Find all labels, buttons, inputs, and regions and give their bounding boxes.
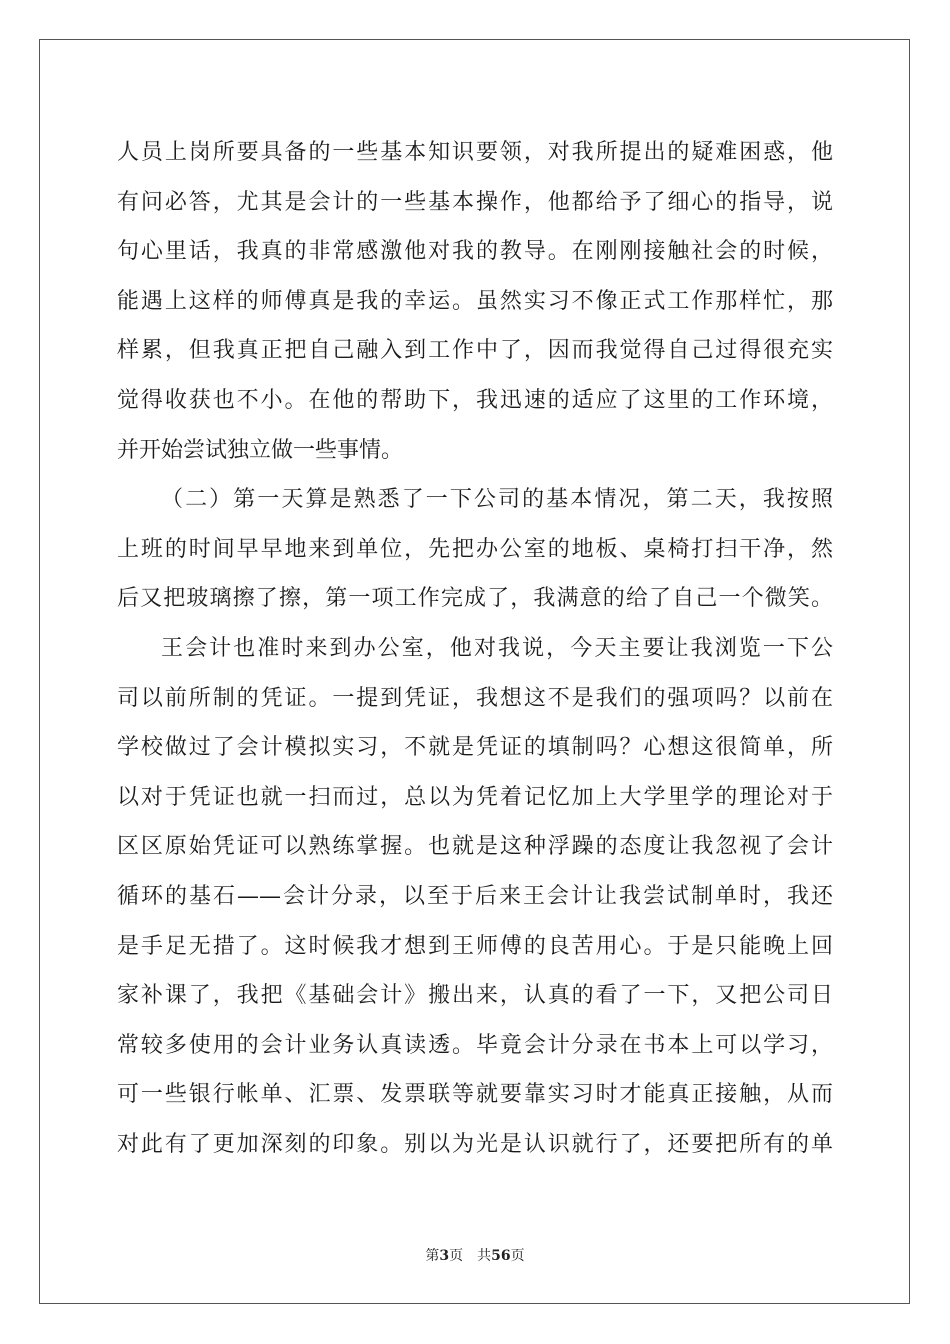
text-line: 人员上岗所要具备的一些基本知识要领，对我所提出的疑难困惑，他 <box>117 140 833 165</box>
text-line: 样累，但我真正把自己融入到工作中了，因而我觉得自己过得很充实 <box>117 338 833 364</box>
text-line: （二）第一天算是熟悉了一下公司的基本情况，第二天，我按照 <box>161 487 833 513</box>
text-line: 有问必答，尤其是会计的一些基本操作，他都给予了细心的指导，说 <box>117 189 833 215</box>
text-line: 家补课了，我把《基础会计》搬出来，认真的看了一下，又把公司日 <box>117 983 833 1009</box>
text-line: 觉得收获也不小。在他的帮助下，我迅速的适应了这里的工作环境， <box>117 387 833 413</box>
text-line: 王会计也准时来到办公室，他对我说，今天主要让我浏览一下公 <box>161 635 833 661</box>
text-line: 上班的时间早早地来到单位，先把办公室的地板、桌椅打扫干净，然 <box>117 536 833 562</box>
text-line: 后又把玻璃擦了擦，第一项工作完成了，我满意的给了自己一个微笑。 <box>117 586 833 612</box>
text-line: 可一些银行帐单、汇票、发票联等就要靠实习时才能真正接触，从而 <box>117 1082 833 1108</box>
text-line: 循环的基石——会计分录，以至于后来王会计让我尝试制单时，我还 <box>117 883 833 909</box>
text-line: 并开始尝试独立做一些事情。 <box>117 437 404 463</box>
page-footer <box>0 1245 950 1265</box>
text-line: 区区原始凭证可以熟练掌握。也就是这种浮躁的态度让我忽视了会计 <box>117 834 833 860</box>
total-pages: 56 <box>491 1248 511 1264</box>
text-line: 对此有了更加深刻的印象。别以为光是认识就行了，还要把所有的单 <box>117 1131 833 1157</box>
text-line: 句心里话，我真的非常感激他对我的教导。在刚刚接触社会的时候， <box>117 239 833 265</box>
total-prefix: 共 <box>477 1248 492 1264</box>
page-suffix: 页 <box>449 1248 464 1264</box>
total-suffix: 页 <box>510 1248 525 1264</box>
text-line: 常较多使用的会计业务认真读透。毕竟会计分录在书本上可以学习， <box>117 1032 833 1058</box>
text-line: 以对于凭证也就一扫而过，总以为凭着记忆加上大学里学的理论对于 <box>117 784 833 810</box>
page-number: 3 <box>439 1248 450 1264</box>
text-line: 是手足无措了。这时候我才想到王师傅的良苦用心。于是只能晚上回 <box>117 933 833 959</box>
text-line: 学校做过了会计模拟实习，不就是凭证的填制吗？心想这很简单，所 <box>117 735 833 761</box>
text-line: 能遇上这样的师傅真是我的幸运。虽然实习不像正式工作那样忙，那 <box>117 288 833 314</box>
text-line: 司以前所制的凭证。一提到凭证，我想这不是我们的强项吗？以前在 <box>117 685 833 711</box>
document-body <box>117 128 833 1169</box>
page-prefix: 第 <box>425 1248 440 1264</box>
